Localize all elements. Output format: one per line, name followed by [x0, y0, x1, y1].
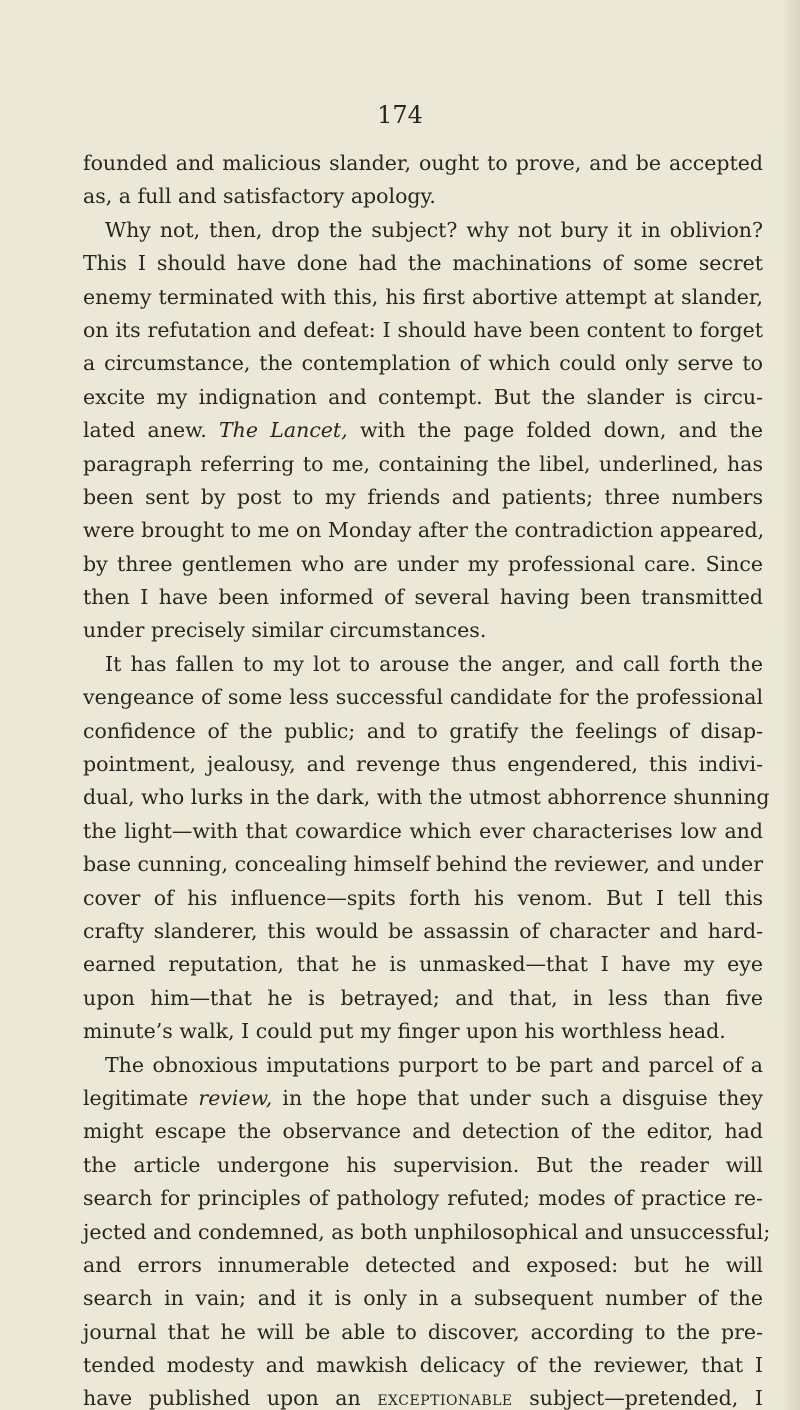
text-line: by three gentlemen who are under my professional care. Since — [83, 551, 763, 576]
text-line: lated anew. The Lancet, with the page folded down, and the — [83, 418, 763, 443]
text-line: Why not, then, drop the subject? why not bury it in oblivion? — [105, 217, 763, 242]
text-line: journal that he will be able to discover, according to the pre- — [83, 1319, 763, 1344]
text-line: the light—with that cowardice which ever characterises low and — [83, 818, 763, 843]
text-line: cover of his influence—spits forth his venom. But I tell this — [83, 885, 763, 910]
text-line: on its refutation and defeat: I should have been content to forget — [83, 317, 763, 342]
text-line: been sent by post to my friends and patients; three numbers — [83, 484, 763, 509]
text-line: enemy terminated with this, his first abortive attempt at slander, — [83, 284, 763, 309]
text-line: a circumstance, the contemplation of which could only serve to — [83, 351, 763, 376]
text-line: as, a full and satisfactory apology. — [83, 184, 436, 209]
text-line: legitimate review, in the hope that under such a disguise they — [83, 1085, 763, 1110]
text-line: It has fallen to my lot to arouse the anger, and call forth the — [105, 651, 763, 676]
text-line: have published upon an exceptionable subject—pretended, I — [83, 1386, 763, 1410]
text-line: search for principles of pathology refuted; modes of practice re- — [83, 1186, 763, 1211]
text-line: jected and condemned, as both unphilosophical and unsuccessful; — [83, 1219, 771, 1244]
text-line: minute’s walk, I could put my finger upon his worthless head. — [83, 1019, 726, 1044]
text-line: then I have been informed of several having been transmitted — [83, 585, 763, 610]
text-line: earned reputation, that he is unmasked—that I have my eye — [83, 952, 763, 977]
italic-text: review, — [198, 1085, 273, 1110]
text-line: might escape the observance and detection of the editor, had — [83, 1119, 763, 1144]
text-line: This I should have done had the machinations of some secret — [83, 251, 763, 276]
text-line: pointment, jealousy, and revenge thus engendered, this indivi- — [83, 752, 763, 777]
small-caps-text: exceptionable — [377, 1386, 513, 1410]
text-line: were brought to me on Monday after the contradiction appeared, — [83, 518, 765, 543]
text-line: under precisely similar circumstances. — [83, 618, 487, 643]
text-line: the article undergone his supervision. But the reader will — [83, 1152, 763, 1177]
body-text — [83, 147, 771, 1410]
text-line: vengeance of some less successful candidate for the professional — [83, 685, 763, 710]
text-line: excite my indignation and contempt. But the slander is circu- — [83, 384, 763, 409]
text-line: The obnoxious imputations purport to be part and parcel of a — [105, 1052, 763, 1077]
text-line: dual, who lurks in the dark, with the utmost abhorrence shunning — [83, 785, 770, 810]
text-line: and errors innumerable detected and exposed: but he will — [83, 1252, 763, 1277]
page-number: 174 — [377, 101, 423, 129]
text-line: crafty slanderer, this would be assassin of character and hard- — [83, 918, 763, 943]
italic-text: The Lancet, — [219, 418, 348, 443]
text-line: founded and malicious slander, ought to prove, and be accepted — [83, 151, 763, 175]
text-line: upon him—that he is betrayed; and that, in less than five — [83, 985, 763, 1010]
text-line: search in vain; and it is only in a subsequent number of the — [83, 1286, 763, 1311]
text-line: tended modesty and mawkish delicacy of the reviewer, that I — [83, 1353, 763, 1378]
text-line: confidence of the public; and to gratify the feelings of disap- — [83, 718, 763, 743]
text-line: paragraph referring to me, containing the libel, underlined, has — [83, 451, 763, 476]
text-line: base cunning, concealing himself behind the reviewer, and under — [83, 852, 763, 877]
page-edge-shadow — [782, 0, 800, 1410]
